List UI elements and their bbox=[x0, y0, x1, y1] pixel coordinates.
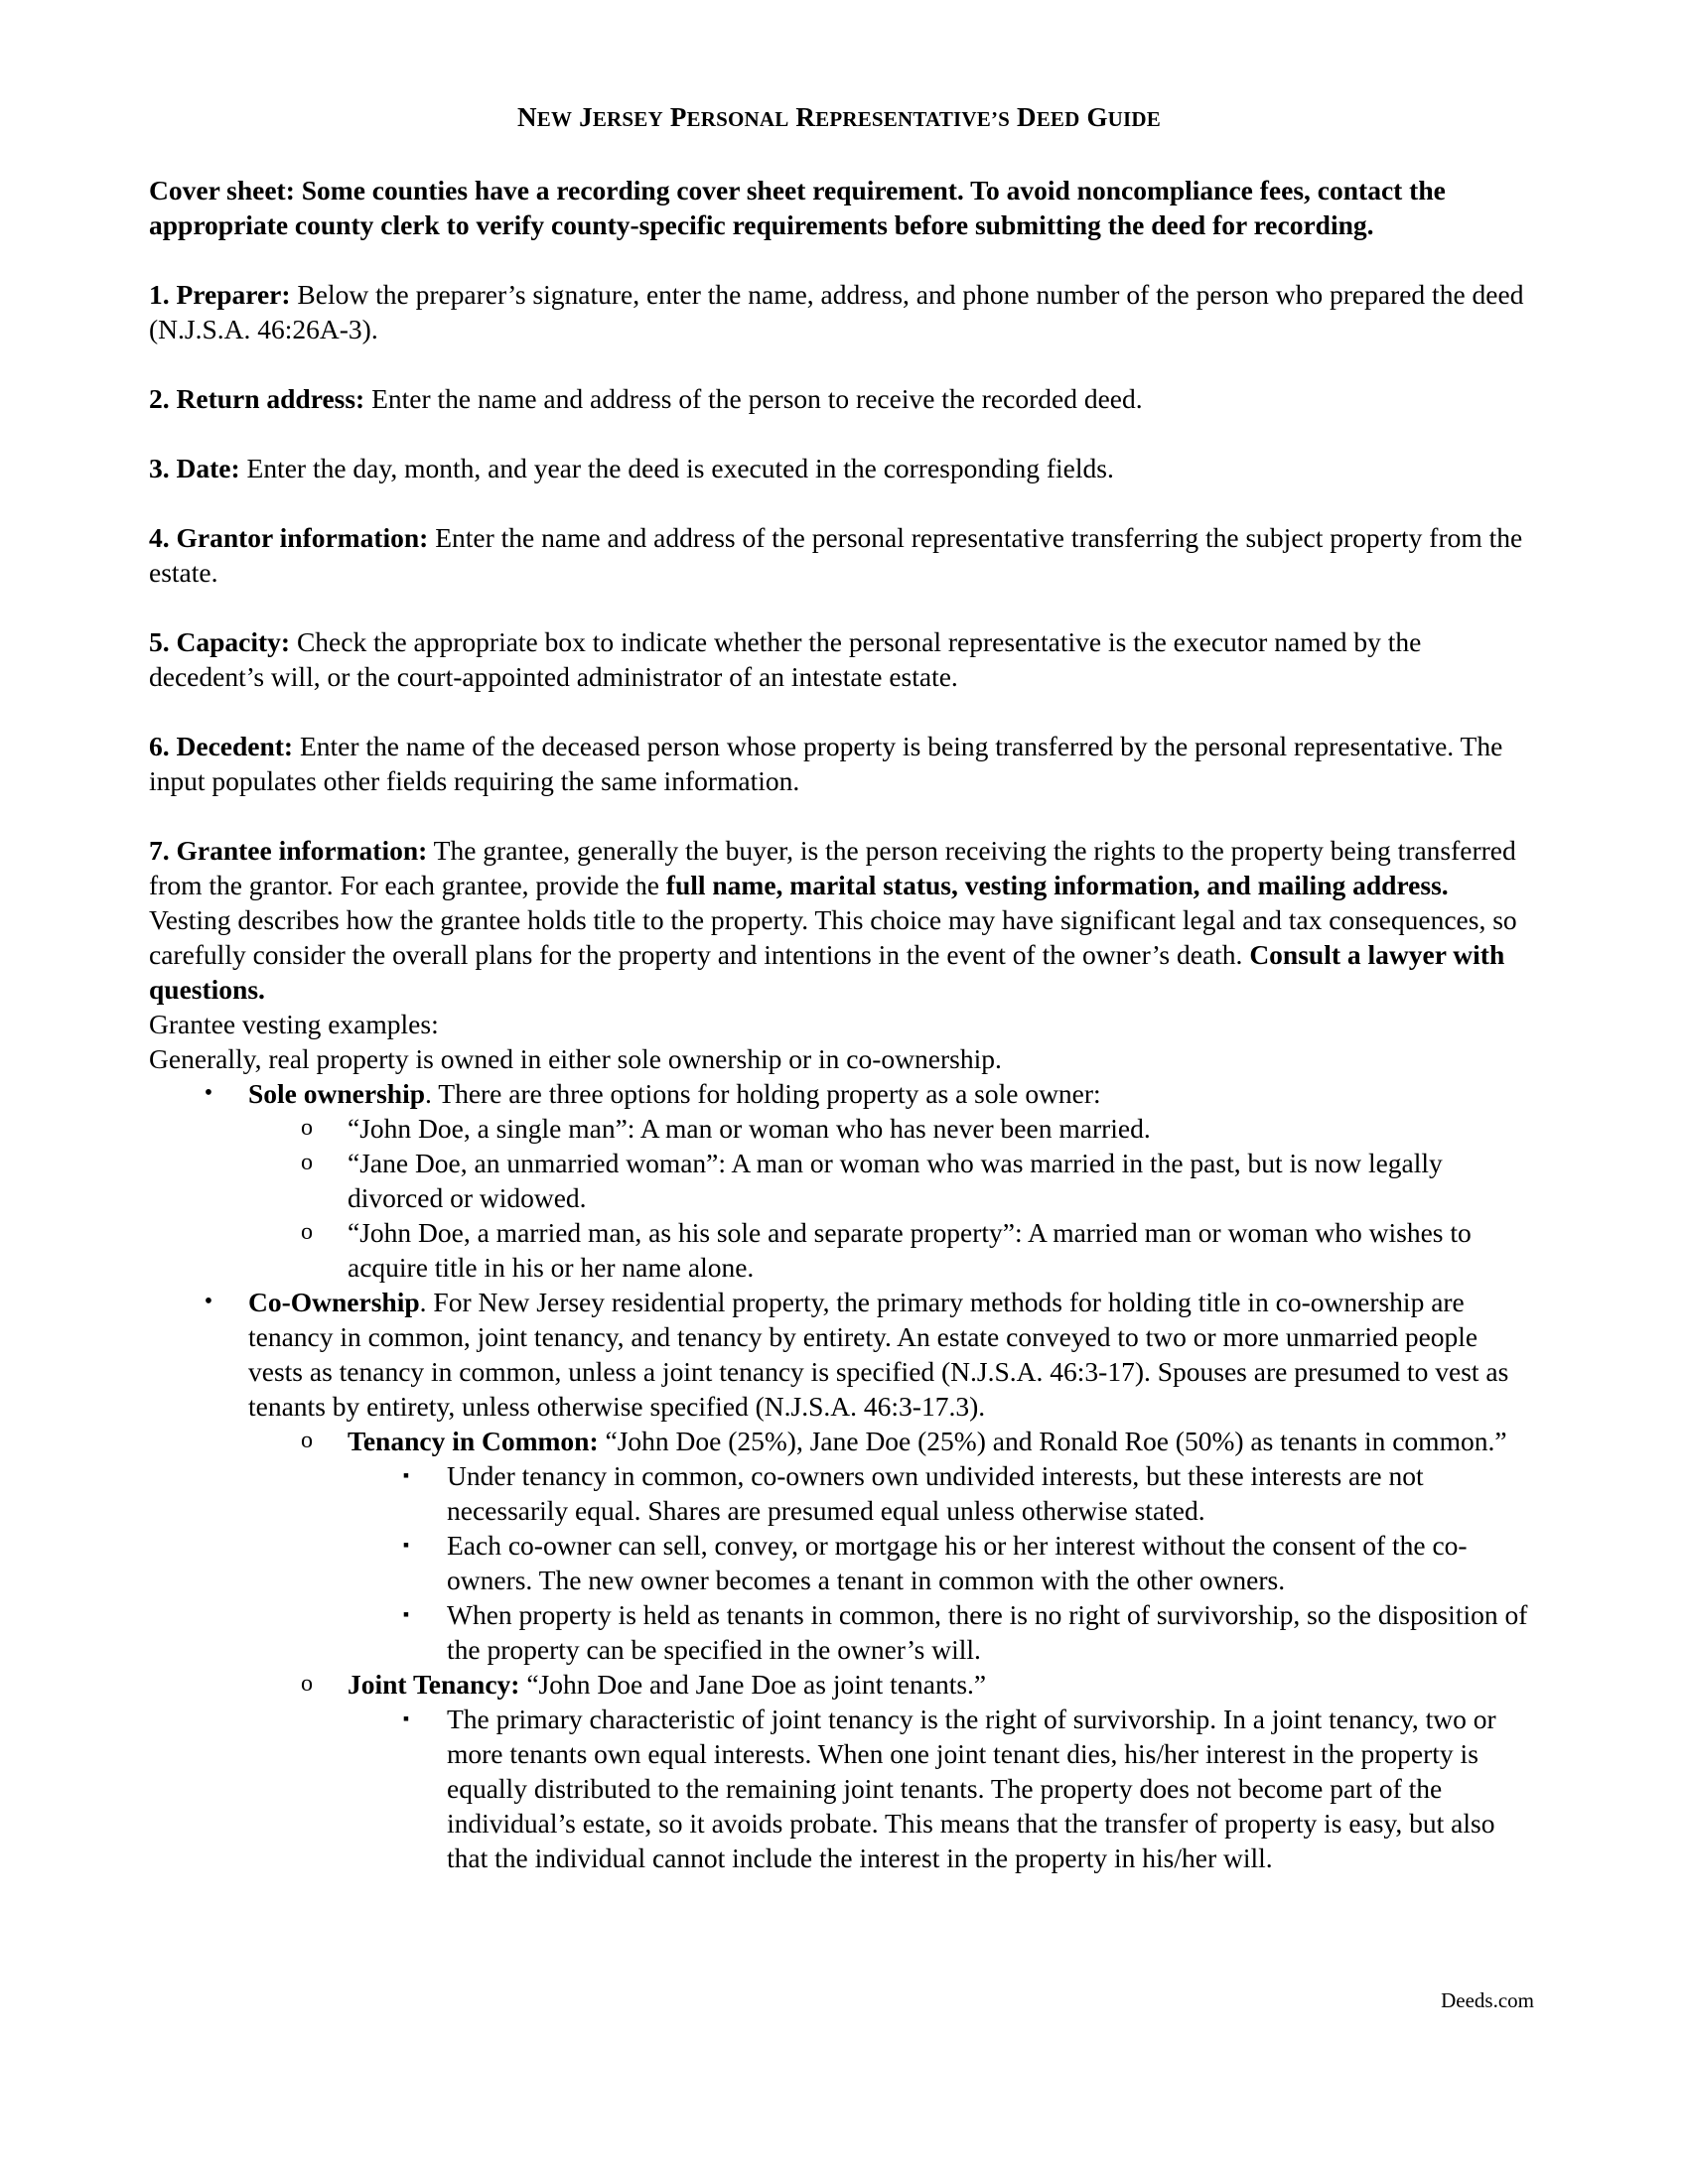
list-item-sole-ownership: • Sole ownership. There are three options for holding property as a sole owner: bbox=[149, 1076, 1529, 1111]
page-title: NEW JERSEY PERSONAL REPRESENTATIVE’S DEED GUIDE bbox=[517, 102, 1161, 132]
list-item-sole-option: o “John Doe, a single man”: A man or woman who has never been married. bbox=[149, 1111, 1529, 1146]
bullet-dot-icon: • bbox=[204, 1289, 213, 1314]
vesting-heading: Grantee vesting examples: bbox=[149, 1009, 439, 1039]
list-item-joint-tenancy: o Joint Tenancy: “John Doe and Jane Doe as joint tenants.” bbox=[149, 1667, 1529, 1702]
bullet-square-icon: ▪ bbox=[402, 1535, 410, 1555]
list-item-co-ownership: • Co-Ownership. For New Jersey residential property, the primary methods for holding title in co-ownership are tenancy in common, joint tenancy, and tenancy by entirety. An estate conveyed to two or more unmarried people vests as tenancy in common, unless a joint tenancy is specified (N.J.S.A. 46:3-17). Spouses are presumed to vest as tenants by entirety, unless otherwise specified (N.J.S.A. 46:3-17.3). bbox=[149, 1285, 1529, 1424]
list-item-sole-option: o “Jane Doe, an unmarried woman”: A man or woman who was married in the past, but is now legally divorced or widowed. bbox=[149, 1146, 1529, 1215]
list-item-sole-option: o “John Doe, a married man, as his sole and separate property”: A married man or woman who wishes to acquire title in his or her name alone. bbox=[149, 1215, 1529, 1285]
bullet-square-icon: ▪ bbox=[402, 1708, 410, 1728]
list-item-tenancy-in-common: o Tenancy in Common: “John Doe (25%), Jane Doe (25%) and Ronald Roe (50%) as tenants in common.” bbox=[149, 1424, 1529, 1458]
bullet-square-icon: ▪ bbox=[402, 1465, 410, 1485]
bullet-circle-icon: o bbox=[301, 1428, 313, 1453]
footer-source: Deeds.com bbox=[1441, 1988, 1534, 2012]
item-return-address: 2. Return address: Enter the name and address of the person to receive the recorded deed. bbox=[149, 383, 1143, 414]
item-capacity: 5. Capacity: Check the appropriate box to indicate whether the personal representative is the executor named by the decedent’s will, or the court-appointed administrator of an intestate estate. bbox=[149, 626, 1422, 692]
list-item-tic-point: ▪ Each co-owner can sell, convey, or mortgage his or her interest without the consent of the co-owners. The new owner becomes a tenant in common with the other owners. bbox=[149, 1528, 1529, 1597]
item-preparer: 1. Preparer: Below the preparer’s signature, enter the name, address, and phone number of the person who prepared the deed (N.J.S.A. 46:26A-3). bbox=[149, 279, 1524, 344]
item-grantee-information: 7. Grantee information: The grantee, generally the buyer, is the person receiving the rights to the property being transferred from the grantor. For each grantee, provide the full name, marital status, vesting information, and mailing address. Vesting describes how the grantee holds title to the property. This choice may have significant legal and tax consequences, so carefully consider the overall plans for the property and intentions in the event of the owner’s death. Consult a lawyer with questions. bbox=[149, 835, 1517, 1005]
list-item-tic-point: ▪ Under tenancy in common, co-owners own undivided interests, but these interests are not necessarily equal. Shares are presumed equal unless otherwise stated. bbox=[149, 1458, 1529, 1528]
bullet-circle-icon: o bbox=[301, 1219, 313, 1245]
bullet-circle-icon: o bbox=[301, 1671, 313, 1697]
bullet-dot-icon: • bbox=[204, 1080, 213, 1106]
document-page bbox=[149, 0, 1529, 2184]
cover-sheet-notice: Cover sheet: Some counties have a recording cover sheet requirement. To avoid noncompliance fees, contact the appropriate county clerk to verify county-specific requirements before submitting the deed for recording. bbox=[149, 175, 1446, 240]
vesting-intro: Generally, real property is owned in either sole ownership or in co-ownership. bbox=[149, 1043, 1002, 1074]
list-item-tic-point: ▪ When property is held as tenants in common, there is no right of survivorship, so the disposition of the property can be specified in the owner’s will. bbox=[149, 1597, 1529, 1667]
item-date: 3. Date: Enter the day, month, and year the deed is executed in the corresponding fields. bbox=[149, 453, 1114, 483]
bullet-circle-icon: o bbox=[301, 1115, 313, 1141]
guide-body bbox=[149, 173, 1529, 1875]
item-grantor-information: 4. Grantor information: Enter the name and address of the personal representative transferring the subject property from the estate. bbox=[149, 522, 1523, 588]
bullet-square-icon: ▪ bbox=[402, 1604, 410, 1624]
list-item-jt-point: ▪ The primary characteristic of joint tenancy is the right of survivorship. In a joint tenancy, two or more tenants own equal interests. When one joint tenant dies, his/her interest in the property is equally distributed to the remaining joint tenants. The property does not become part of the individual’s estate, so it avoids probate. This means that the transfer of property is easy, but also that the individual cannot include the interest in the property in his/her will. bbox=[149, 1702, 1529, 1875]
bullet-circle-icon: o bbox=[301, 1150, 313, 1175]
item-decedent: 6. Decedent: Enter the name of the deceased person whose property is being transferred by the personal representative. The input populates other fields requiring the same information. bbox=[149, 731, 1503, 796]
